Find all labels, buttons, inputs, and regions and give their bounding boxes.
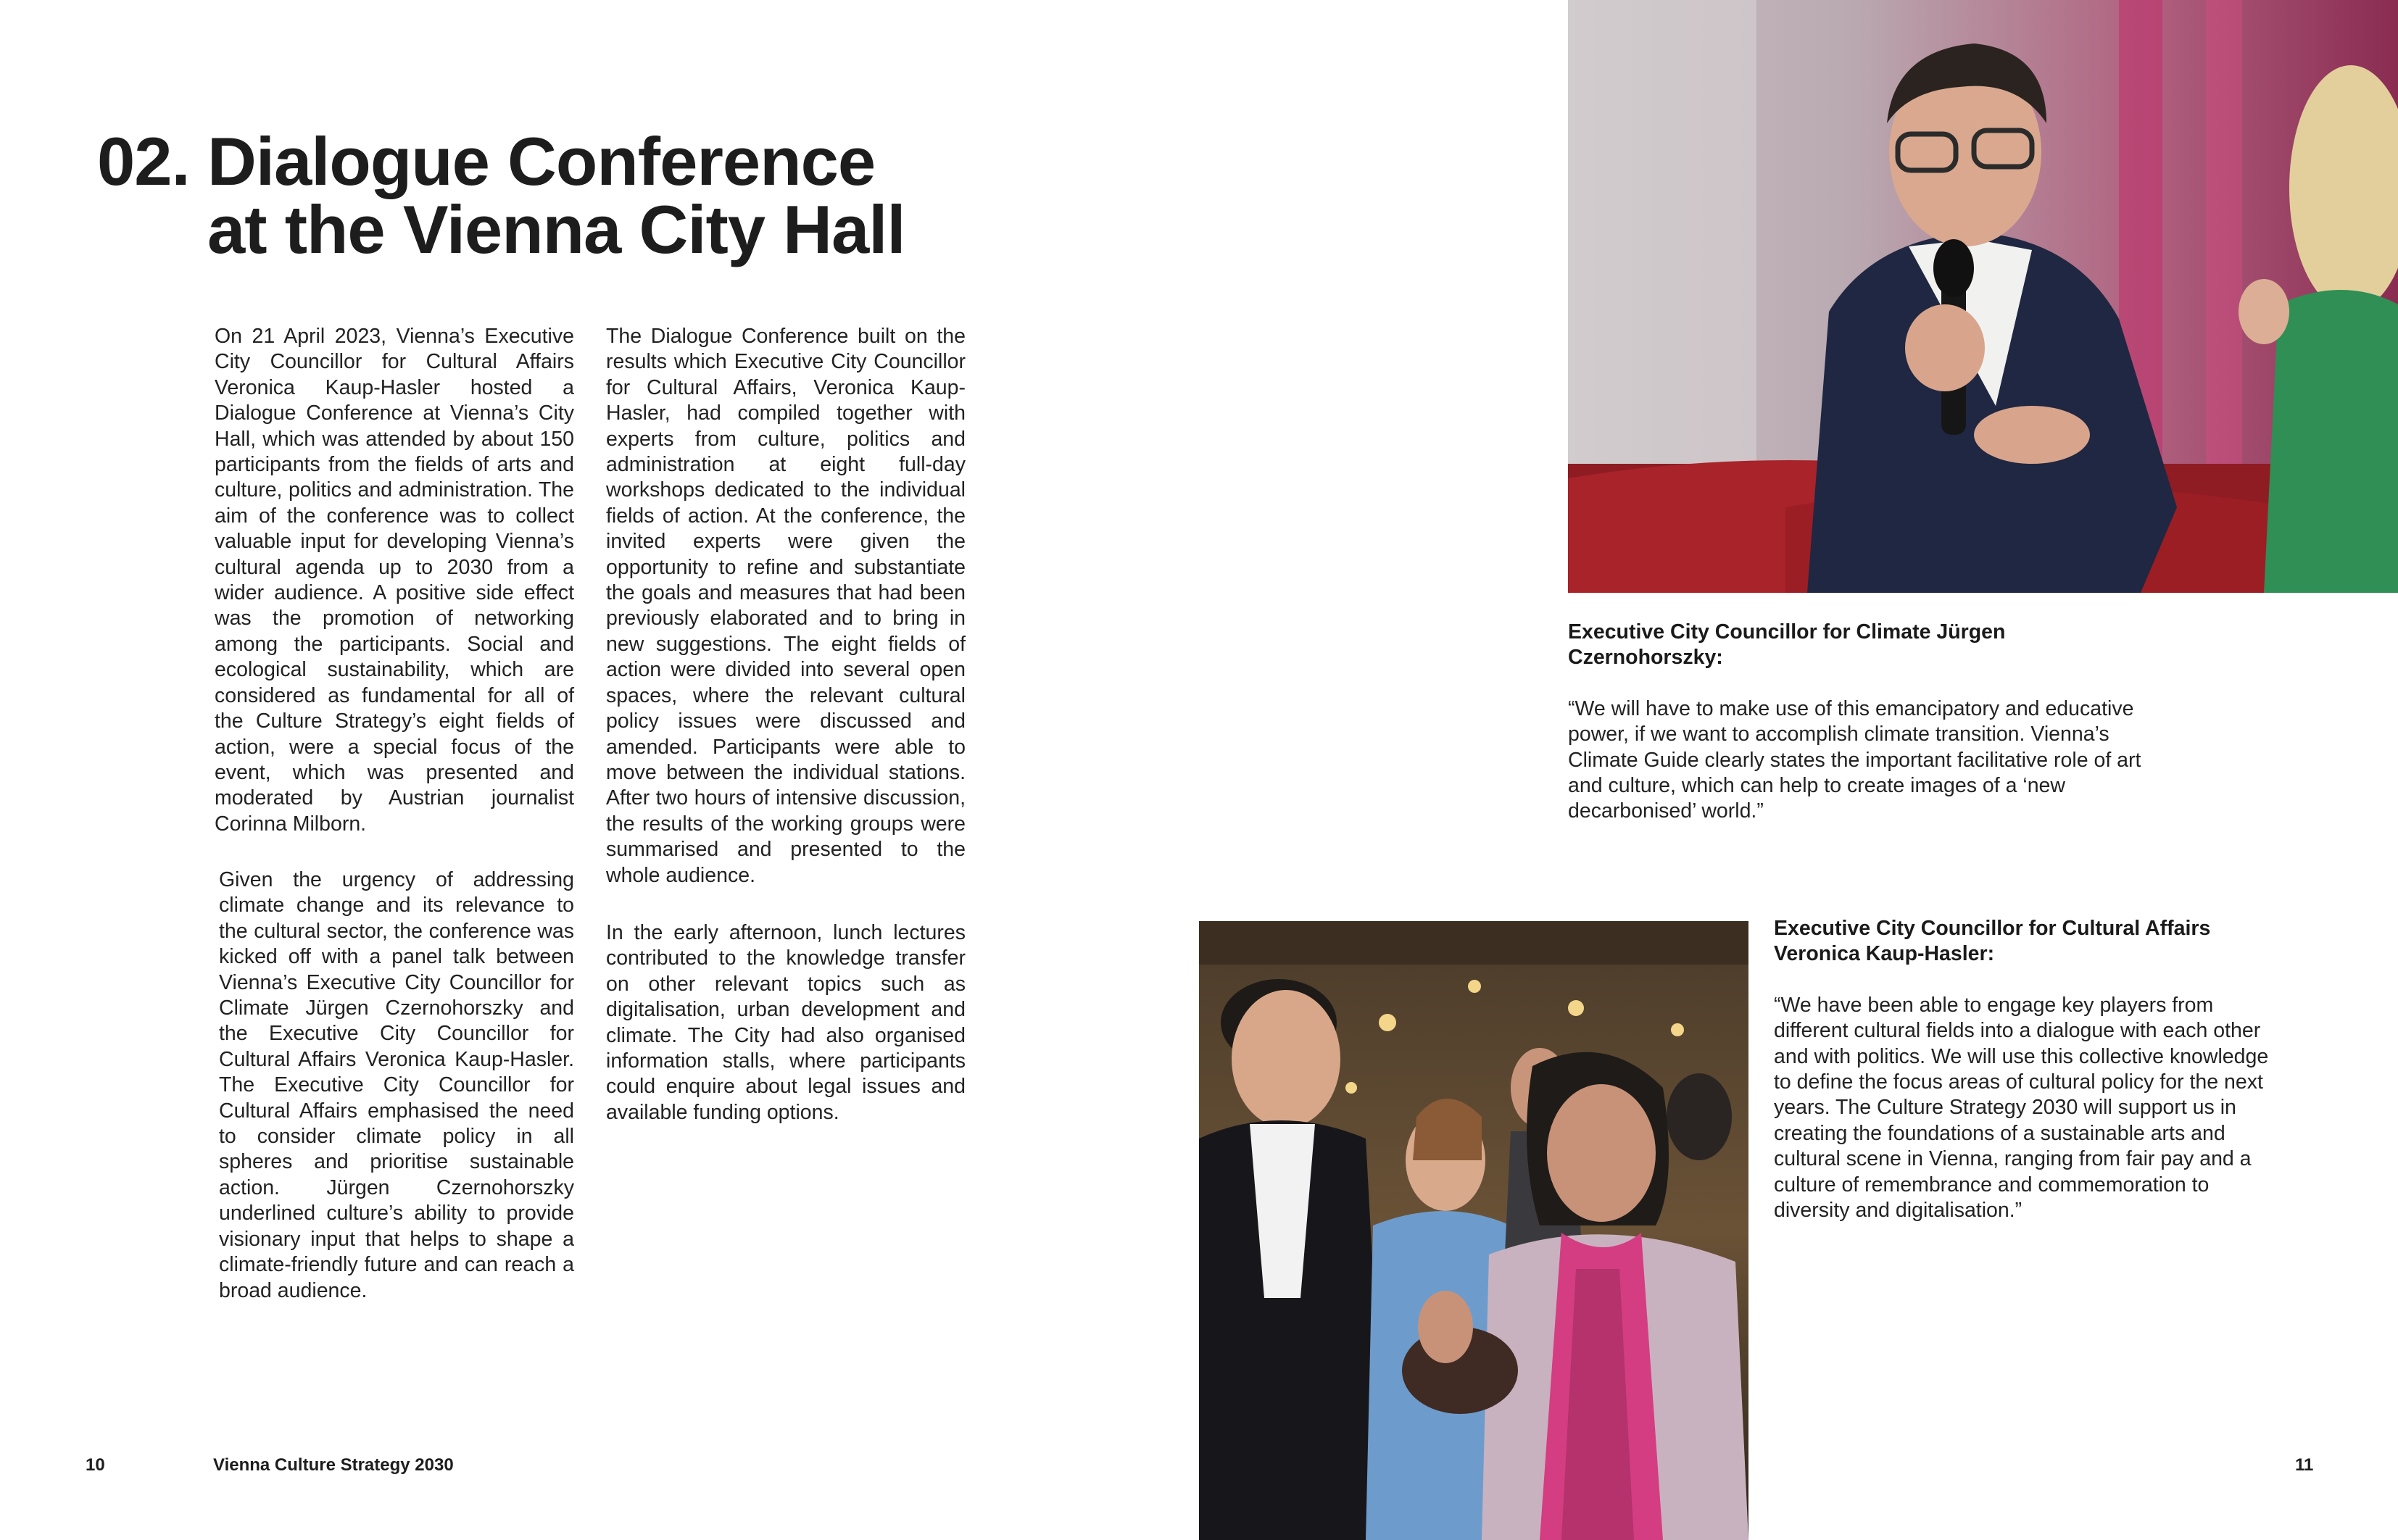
- photo-speaker-illustration: [1568, 0, 2398, 593]
- photo-participants-illustration: [1199, 921, 1748, 1540]
- quote-cultural-affairs-councillor: [1774, 916, 2281, 1223]
- column-2-paragraph-2: [606, 920, 966, 1125]
- page-number-right: 11: [2295, 1455, 2314, 1475]
- body-text: In the early afternoon, lunch lectures contributed to the knowledge transfer on other relevant topics such as digitalisation, urban development and climate. The City had also organised information stalls, where participants could enquire about legal issues and available funding options.: [606, 921, 966, 1124]
- column-1-paragraph-1: [215, 324, 574, 837]
- body-text: The Dialogue Conference built on the results which Executive City Councillor for Cultural Affairs, Veronica Kaup-Hasler, had compiled together with experts from culture, politics and administration at eight full-day workshops dedicated to the individual fields of action. At the conference, the invited experts were given the opportunity to refine and substantiate the goals and measures that had been previously elaborated and to bring in new suggestions. The eight fields of action were divided into several open spaces, where the relevant cultural policy issues were discussed and amended. Participants were able to move between the individual stations. After two hours of intensive discussion, the results of the working groups were summarised and presented to the whole audience.: [606, 325, 966, 887]
- quote-climate-councillor: [1568, 620, 2162, 825]
- photo-conference-participants: [1199, 921, 1748, 1540]
- page-number-left: 10: [86, 1455, 105, 1475]
- body-text: On 21 April 2023, Vienna’s Executive City Councillor for Cultural Affairs Veronica Kaup-Hasler hosted a Dialogue Conference at Vienna’s City Hall, which was attended by about 150 participants from the fields of arts and culture, politics and administration. The aim of the conference was to collect valuable input for developing Vienna’s cultural agenda up to 2030 from a wider audience. A positive side effect was the promotion of networking among the participants. Social and ecological sustainability, which are considered as fundamental for all of the Culture Strategy’s eight fields of action, were a special focus of the event, which was presented and moderated by Austrian journalist Corinna Milborn.: [215, 325, 574, 836]
- quote-text: “We have been able to engage key players from different cultural fields into a dialogue with each other and with politics. We will use this collective knowledge to define the focus areas of cultural policy for the next years. The Culture Strategy 2030 will support us in creating the foundations of a sustainable arts and cultural scene in Vienna, ranging from fair pay and a culture of remembrance and commemoration to diversity and digitalisation.”: [1774, 993, 2269, 1223]
- section-heading: [97, 123, 905, 267]
- heading-line-1: Dialogue Conference: [207, 123, 876, 199]
- section-number: 02.: [97, 123, 190, 199]
- quote-heading: Executive City Councillor for Climate Jürgen Czernohorszky:: [1568, 620, 2006, 670]
- column-1-paragraph-2: [219, 867, 574, 1304]
- column-2-paragraph-1: [606, 324, 966, 888]
- quote-heading: Executive City Councillor for Cultural Affairs Veronica Kaup-Hasler:: [1774, 917, 2211, 966]
- body-text: Given the urgency of addressing climate change and its relevance to the cultural sector, the conference was kicked off with a panel talk between Vienna’s Executive City Councillor for Climate Jürgen Czernohorszky and the Executive City Councillor for Cultural Affairs Veronica Kaup-Hasler. The Executive City Councillor for Cultural Affairs emphasised the need to consider climate policy in all spheres and prioritise sustainable action. Jürgen Czernohorszky underlined culture’s ability to provide visionary input that helps to shape a climate-friendly future and can reach a broad audience.: [219, 868, 574, 1302]
- photo-speaker-with-microphone: [1568, 0, 2398, 593]
- heading-line-2: at the Vienna City Hall: [207, 191, 905, 267]
- running-footer-title: Vienna Culture Strategy 2030: [213, 1455, 454, 1475]
- quote-text: “We will have to make use of this emancipatory and educative power, if we want to accomplish climate transition. Vienna’s Climate Guide clearly states the important facilitative role of art and culture, which can help to create images of a ‘new decarbonised’ world.”: [1568, 696, 2141, 823]
